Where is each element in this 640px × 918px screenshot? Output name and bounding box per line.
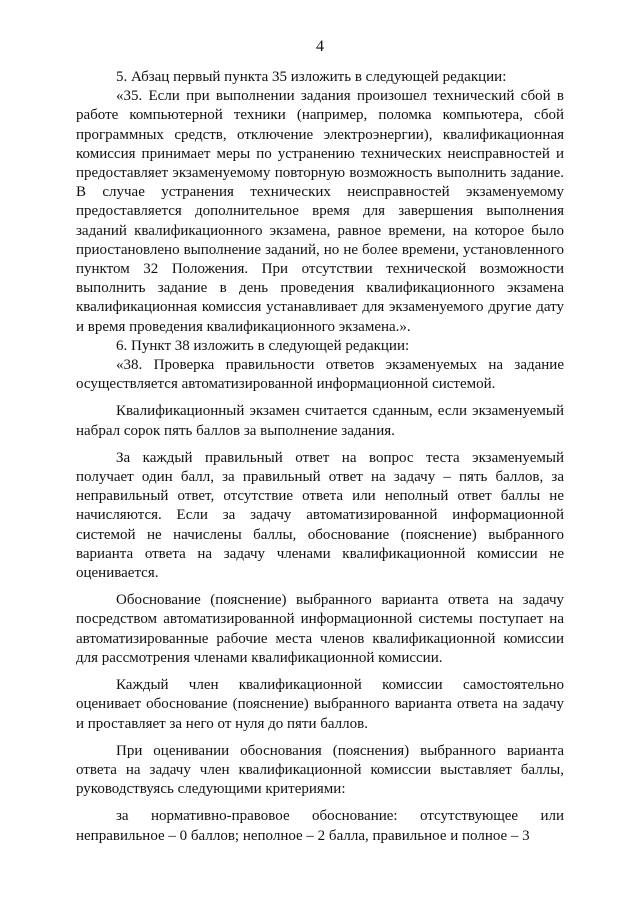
document-body <box>76 68 564 846</box>
paragraph-amendment-6: 6. Пункт 38 изложить в следующей редакции: <box>116 337 410 354</box>
paragraph-member-evaluation: Каждый член квалификационной комиссии самостоятельно оценивает обоснование (пояснение) выбранного варианта ответа на задачу и проставляет за него от нуля до пяти баллов. <box>76 677 564 732</box>
paragraph-clause-38: «38. Проверка правильности ответов экзаменуемых на задание осуществляется автоматизированной информационной системой. <box>76 357 564 393</box>
paragraph-criterion-legal-basis: за нормативно-правовое обоснование: отсутствующее или неправильное – 0 баллов; неполное – 2 балла, правильное и полное – 3 <box>76 808 564 844</box>
paragraph-amendment-5: 5. Абзац первый пункта 35 изложить в следующей редакции: <box>116 69 507 85</box>
paragraph-criteria-intro: При оценивании обоснования (пояснения) выбранного варианта ответа на задачу член квалификационной комиссии выставляет баллы, руководствуясь следующими критериями: <box>76 742 564 798</box>
paragraph-justification-routing: Обоснование (пояснение) выбранного варианта ответа на задачу посредством автоматизированной информационной системы поступает на автоматизированные рабочие места членов квалификационной комиссии для рассмотрения членами квалификационной комиссии. <box>76 592 564 666</box>
page-number: 4 <box>316 38 324 55</box>
paragraph-clause-35: «35. Если при выполнении задания произошел технический сбой в работе компьютерной техники (например, поломка компьютера, сбой программных средств, отключение электроэнергии), квалификационная комиссия принимает меры по устранению технических неисправностей и предоставляет экзаменуемому повторную возможность выполнить задание. В случае устранения технических неисправностей экзаменуемому предоставляется дополнительное время для завершения выполнения заданий квалификационного экзамена, равное времени, на которое было приостановлено выполнение заданий, но не более времени, установленного пунктом 32 Положения. При отсутствии технической возможности выполнить задание в день проведения квалификационного экзамена квалификационная комиссия устанавливает для экзаменуемого другие дату и время проведения квалификационного экзамена.». <box>76 88 564 335</box>
paragraph-exam-passed: Квалификационный экзамен считается сданным, если экзаменуемый набрал сорок пять баллов за выполнение задания. <box>76 403 564 439</box>
paragraph-scoring-rules: За каждый правильный ответ на вопрос теста экзаменуемый получает один балл, за правильный ответ на задачу – пять баллов, за неправильный ответ, отсутствие ответа или неполный ответ баллы не начисляются. Если за задачу автоматизированной информационной системой не начислены баллы, обоснование (пояснение) выбранного варианта ответа на задачу членами квалификационной комиссии не оценивается. <box>76 449 564 582</box>
